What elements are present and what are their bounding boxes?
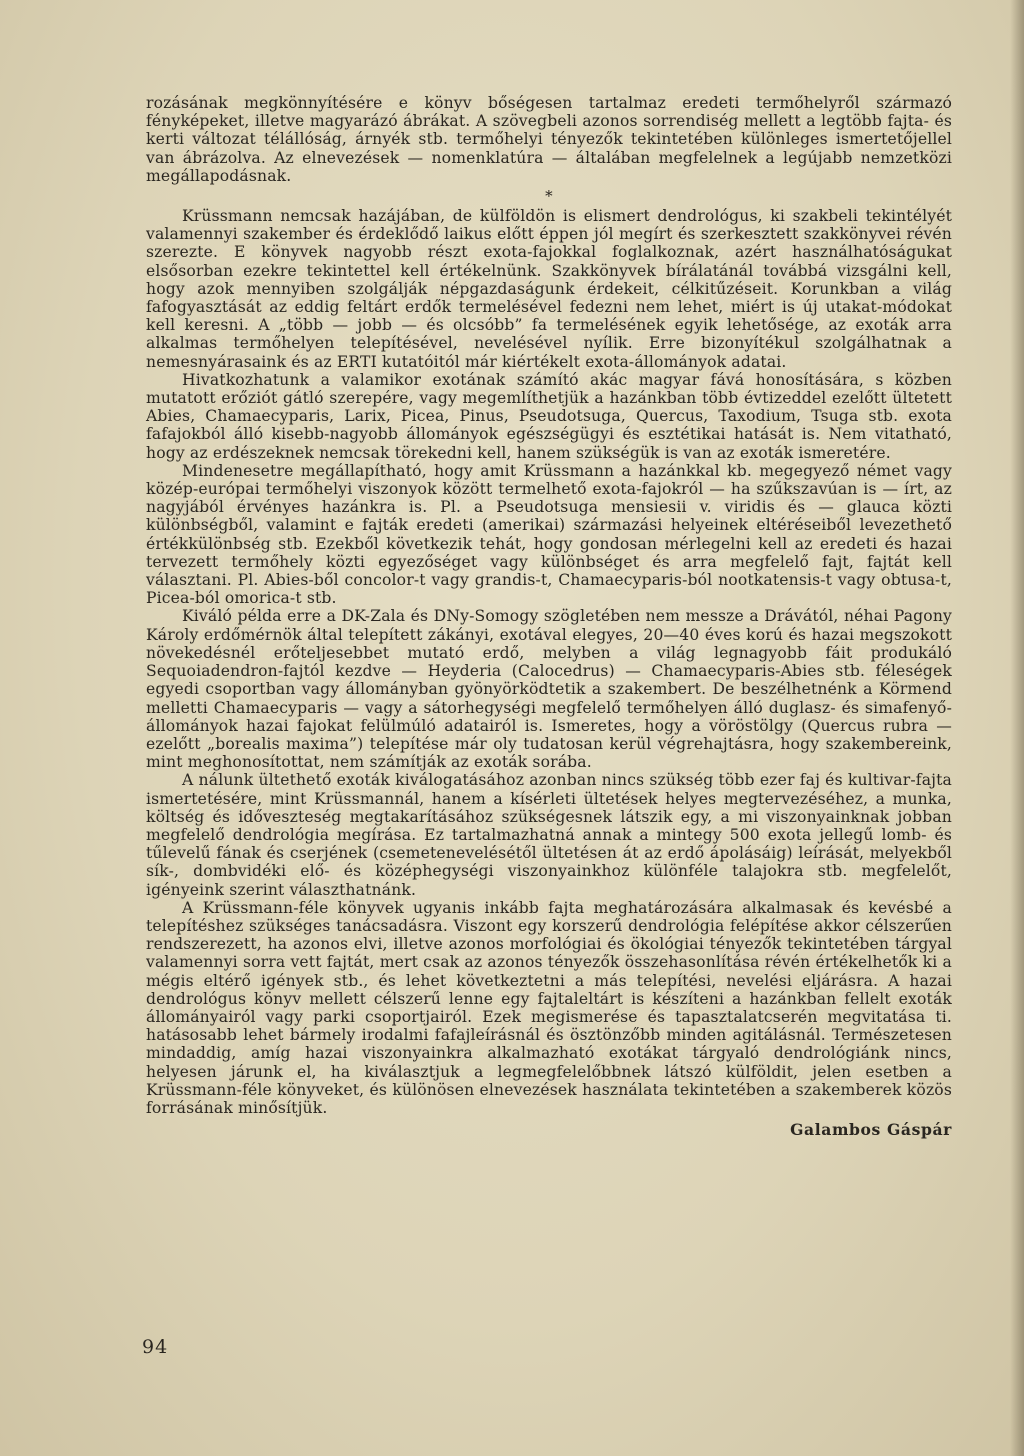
author-signature: Galambos Gáspár (790, 1120, 952, 1140)
paragraph-6: A nálunk ültethető exoták kiválogatásához azonban nincs szükség több ezer faj és kultivar-fajta ismertetésére, mint Krüssmannál, hanem a kísérleti ültetések helyes megtervezéséhez, a munka, költség és időveszteség megtakarításához szükségesnek látszik egy, a mi viszonyainknak jobban megfelelő dendrológia megírása. Ez tartalmazhatná annak a mintegy 500 exota jellegű lomb- és tűlevelű fának és cserjének (csemetenevelésétől ültetésen át az erdő ápolásáig) leírását, melyekből sík-, dombvidéki elő- és középhegységi viszonyainkhoz különféle talajokra stb. megfelelőt, igényeink szerint választhatnánk. (146, 771, 952, 899)
page-edge-shadow (1010, 0, 1024, 1456)
section-separator: * (545, 187, 553, 206)
paragraph-1: rozásának megkönnyítésére e könyv bőségesen tartalmaz eredeti termőhelyről származó fényképeket, illetve magyarázó ábrákat. A szövegbeli azonos sorrendiség mellett a legtöbb fajta- és kerti változat télállóság, árnyék stb. termőhelyi tényezők tekintetében különleges ismertetőjellel van ábrázolva. Az elnevezések — nomenklatúra — általában megfelelnek a legújabb nemzetközi megállapodásnak. (146, 94, 952, 185)
paragraph-3: Hivatkozhatunk a valamikor exotának számító akác magyar fává honosítására, s közben mutatott erőziót gátló szerepére, vagy megemlíthetjük a hazánkban több évtizeddel ezelőtt ültetett Abies, Chamaecyparis, Larix, Picea, Pinus, Pseudotsuga, Quercus, Taxodium, Tsuga stb. exota fafajokból álló kisebb-nagyobb állományok egészségügyi és esztétikai hatását is. Nem vitatható, hogy az erdészeknek nemcsak törekedni kell, hanem szükségük is van az exoták ismeretére. (146, 370, 952, 462)
paragraph-5: Kiváló példa erre a DK-Zala és DNy-Somogy szögletében nem messze a Drávától, néhai Pagony Károly erdőmérnök által telepített zákányi, exotával elegyes, 20—40 éves korú és hazai megszokott növekedésnél erőteljesebbet mutató erdő, melyben a világ legnagyobb fáit produkáló Sequoiadendron-fajtól kezdve — Heyderia (Calocedrus) — Chamaecyparis-Abies stb. féleségek egyedi csoportban vagy állományban gyönyörködtetik a szakembert. De beszélhetnénk a Körmend melletti Chamaecyparis — vagy a sátorhegységi megfelelő termőhelyen álló duglasz- és simafenyő-állományok hazai fajokat felülmúló adatairól is. Ismeretes, hogy a vöröstölgy (Quercus rubra — ezelőtt „borealis maxima”) telepítése már oly tudatosan kerül végrehajtásra, hogy szakembereink, mint meghonosítottat, nem számítják az exoták sorába. (146, 607, 952, 772)
paragraph-7: A Krüssmann-féle könyvek ugyanis inkább fajta meghatározására alkalmasak és kevésbé a telepítéshez szükséges tanácsadásra. Viszont egy korszerű dendrológia felépítése akkor célszerűen rendszerezett, ha azonos elvi, illetve azonos morfológiai és ökológiai tényezők tekintetében tárgyal valamennyi sorra vett fajtát, mert csak az azonos tényezők összehasonlítása révén értékelhetők ki a mégis eltérő igények stb., és lehet következtetni a más telepítési, nevelési eljárásra. A hazai dendrológus könyv mellett célszerű lenne egy fajtaleltárt is készíteni a hazánkban fellelt exoták állományairól vagy parki csoportjairól. Ezek megismerése és tapasztalatcserén megvitatása ti. hatásosabb lehet bármely irodalmi fafajleírásnál és ösztönzőbb minden agitálásnál. Természetesen mindaddig, amíg hazai viszonyainkra alkalmazható exotákat tárgyaló dendrológiánk nincs, helyesen járunk el, ha kiválasztjuk a legmegfelelőbbnek látszó külföldit, jelen esetben a Krüssmann-féle könyveket, és különösen elnevezések használata tekintetében a szakemberek közös forrásának minősítjük. (146, 898, 952, 1117)
paragraph-2: Krüssmann nemcsak hazájában, de külföldön is elismert dendrológus, ki szakbeli tekintélyét valamennyi szakember és érdeklődő laikus előtt éppen jól megírt és szerkesztett szakkönyvei révén szerezte. E könyvek nagyobb részt exota-fajokkal foglalkoznak, azért használhatóságukat elsősorban ezekre tekintettel kell értékelnünk. Szakkönyvek bírálatánál továbbá vizsgálni kell, hogy azok mennyiben szolgálják népgazdaságunk érdekeit, célkitűzéseit. Korunkban a világ fafogyasztását az eddig feltárt erdők termelésével fedezni nem lehet, miért is új utakat-módokat kell keresni. A „több — jobb — és olcsóbb” fa termelésének egyik lehetősége, az exoták arra alkalmas termőhelyen telepítésével, nevelésével nyílik. Erre bizonyítékul szolgálhatnak a nemesnyárasaink és az ERTI kutatóitól már kiértékelt exota-állományok adatai. (146, 207, 952, 371)
page-number: 94 (142, 1336, 169, 1358)
paragraph-4: Mindenesetre megállapítható, hogy amit Krüssmann a hazánkkal kb. megegyező német vagy közép-európai termőhelyi viszonyok között termelhető exota-fajokról — ha szűkszavúan is — írt, az nagyjából érvényes hazánkra is. Pl. a Pseudotsuga mensiesii v. viridis és — glauca közti különbségből, valamint e fajták eredeti (amerikai) származási helyeinek eltéréseiből levezethető értékkülönbség stb. Ezekből következik tehát, hogy gondosan mérlegelni kell az eredeti és hazai tervezett termőhely közti egyezőséget vagy különbséget és arra megfelelő fajt, fajtát kell választani. Pl. Abies-ből concolor-t vagy grandis-t, Chamaecyparis-ból nootkatensis-t vagy obtusa-t, Picea-ból omorica-t stb. (146, 461, 952, 608)
article-body (146, 94, 952, 1139)
